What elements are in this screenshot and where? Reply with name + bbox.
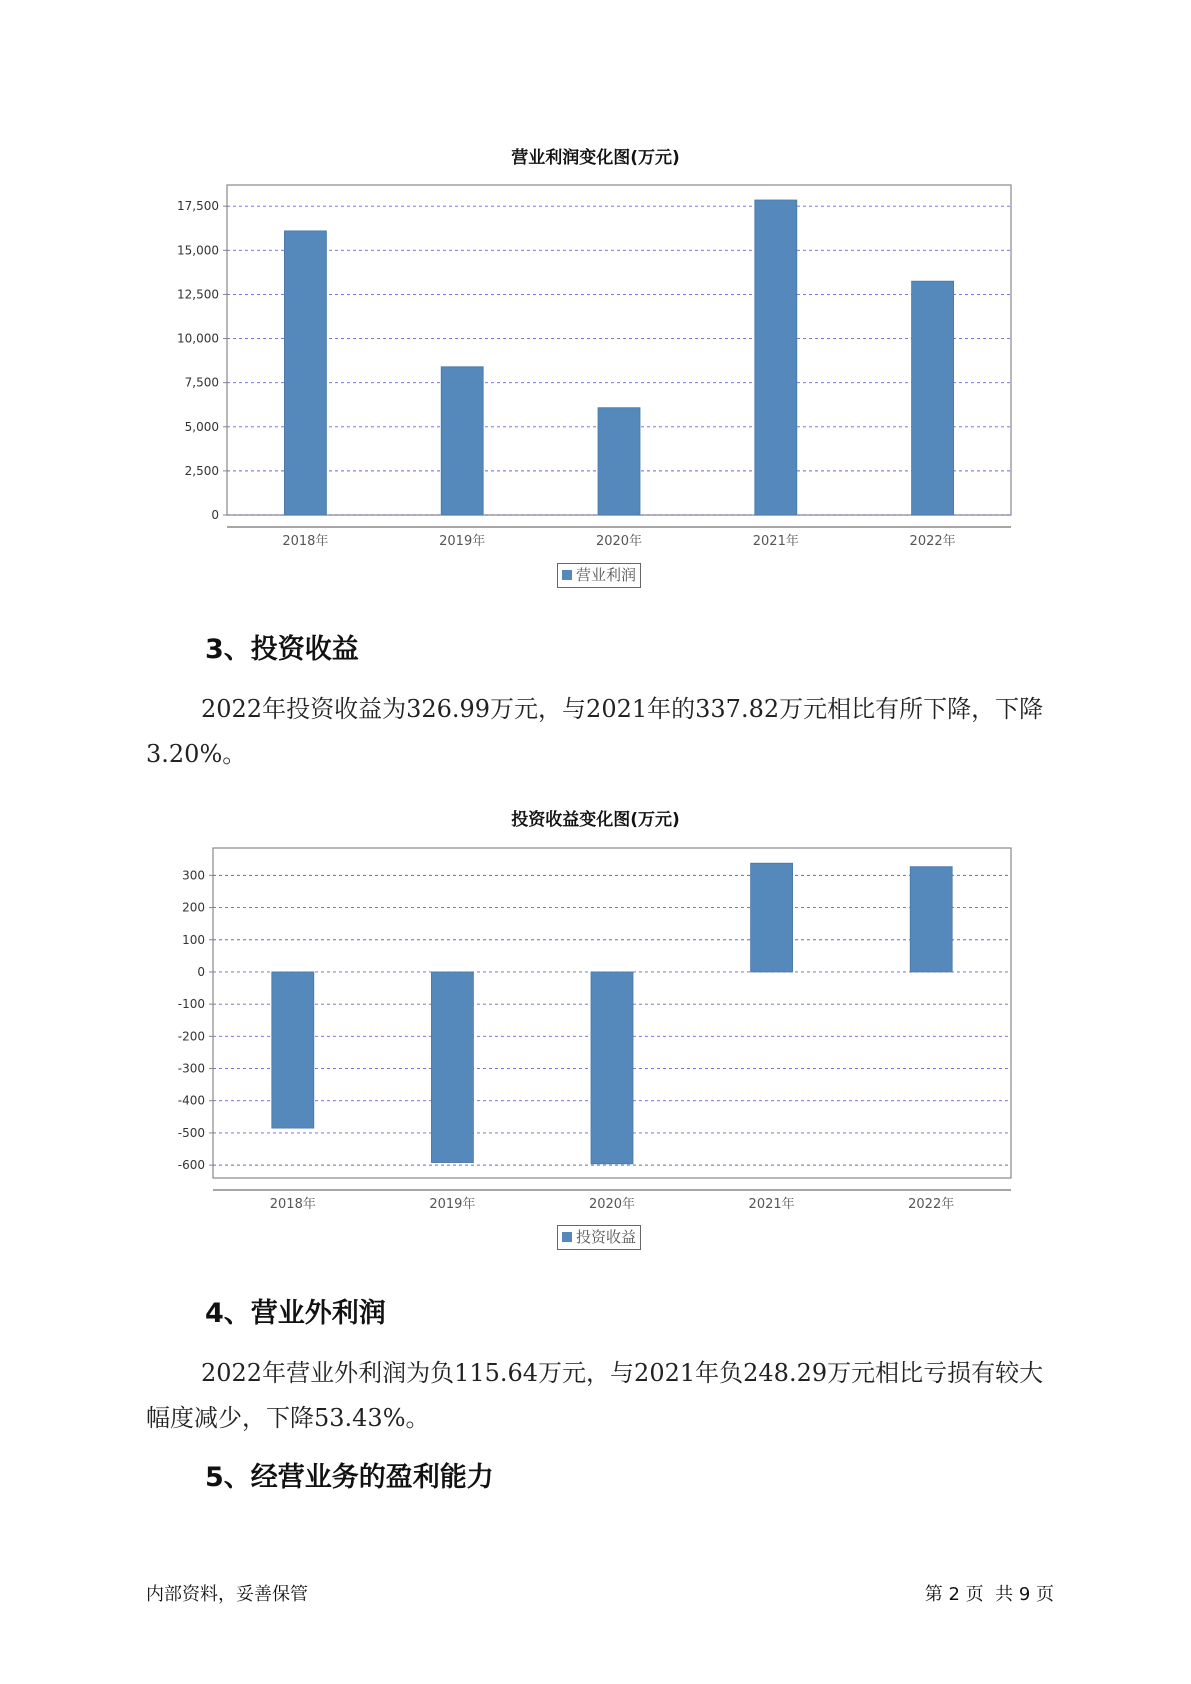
y-tick-label: -200 [177,1029,205,1044]
y-tick-label: 5,000 [184,419,219,434]
chart1-legend [557,563,641,588]
chart2-legend-label: 投资收益 [576,1228,637,1246]
x-tick-label: 2019年 [429,1197,476,1212]
chart2-legend [557,1225,641,1250]
y-tick-label: 10,000 [177,331,219,346]
y-tick-label: 15,000 [177,243,219,258]
x-tick-label: 2021年 [748,1197,795,1212]
chart1-title: 营业利润变化图(万元) [511,148,680,168]
legend-swatch-icon [562,1232,572,1242]
x-tick-label: 2018年 [282,534,329,549]
x-tick-label: 2022年 [909,534,956,549]
y-tick-label: 2,500 [184,463,219,478]
bar-2-1 [272,972,314,1128]
section-3-heading: 3、投资收益 [205,634,359,665]
x-tick-label: 2020年 [595,534,643,549]
x-tick-label: 2020年 [588,1197,636,1212]
operating-profit-chart [0,170,1191,570]
section-3-text: 2022年投资收益为326.99万元，与2021年的337.82万元相比有所下降，下降3.20%。 [146,695,1044,768]
bar-1-1 [284,231,326,515]
bar-2-4 [751,863,793,972]
y-tick-label: 0 [197,964,205,979]
y-tick-label: 200 [182,900,205,915]
chart2-title: 投资收益变化图(万元) [511,810,680,830]
y-tick-label: -300 [177,1061,205,1076]
x-tick-label: 2022年 [908,1197,955,1212]
bar-2-3 [591,972,633,1164]
bar-2-5 [910,867,952,972]
bar-1-5 [912,281,954,515]
y-tick-label: 100 [182,932,205,947]
y-tick-label: 7,500 [184,375,219,390]
x-tick-label: 2018年 [269,1197,316,1212]
footer-confidential: 内部资料，妥善保管 [146,1584,308,1605]
y-tick-label: 0 [211,508,219,522]
y-tick-label: -500 [177,1125,205,1140]
section-4-text: 2022年营业外利润为负115.64万元，与2021年负248.29万元相比亏损有较大幅度减少，下降53.43%。 [146,1359,1044,1432]
y-tick-label: -100 [177,997,205,1012]
chart1-legend-label: 营业利润 [576,566,637,584]
bar-1-2 [441,367,483,515]
y-tick-label: 12,500 [177,287,219,302]
y-tick-label: 300 [182,868,205,883]
x-tick-label: 2021年 [752,534,799,549]
bar-2-2 [431,972,473,1163]
investment-income-chart [0,840,1191,1240]
section-4-heading: 4、营业外利润 [205,1298,386,1329]
bar-1-4 [755,200,797,515]
bar-1-3 [598,408,640,515]
y-tick-label: -600 [177,1158,205,1173]
y-tick-label: 17,500 [177,199,219,214]
legend-swatch-icon [562,570,572,580]
footer-page-number: 第 2 页 共 9 页 [924,1584,1054,1605]
section-5-heading: 5、经营业务的盈利能力 [205,1462,494,1493]
y-tick-label: -400 [177,1093,205,1108]
x-tick-label: 2019年 [439,534,486,549]
